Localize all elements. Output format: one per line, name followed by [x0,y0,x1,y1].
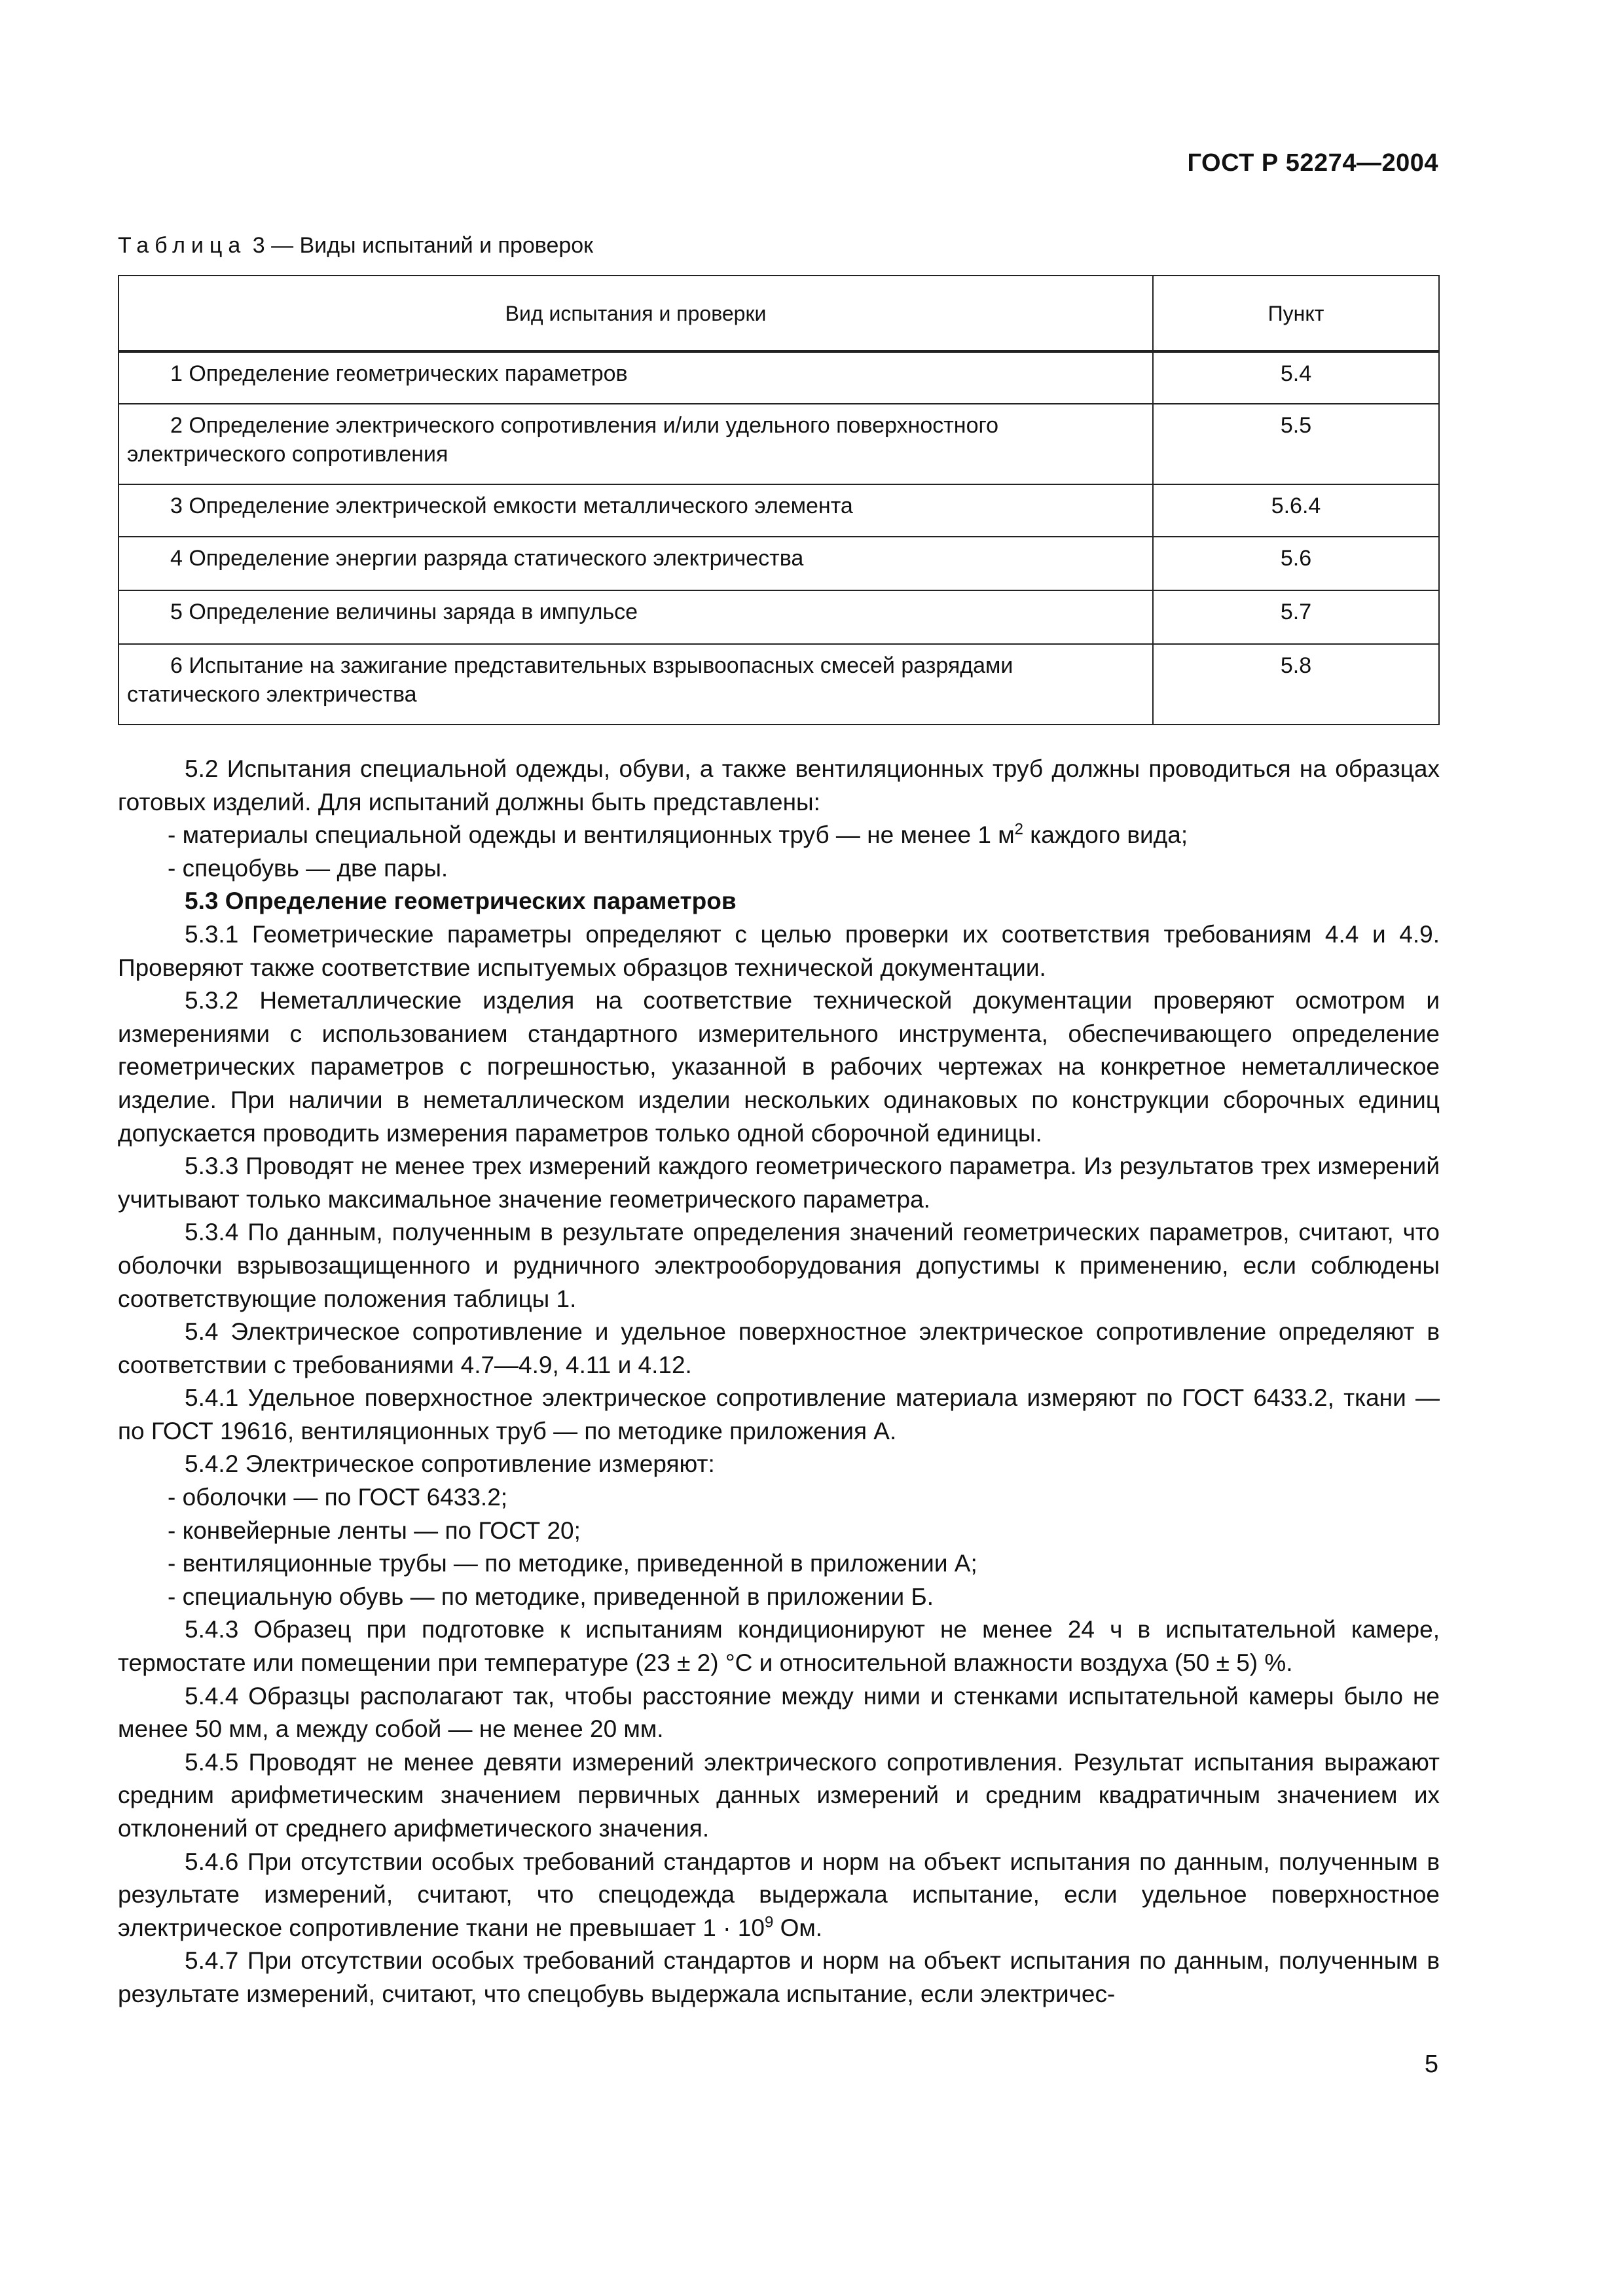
paragraph-5-4-3: 5.4.3 Образец при подготовке к испытаниям кондиционируют не менее 24 ч в испытательной камере, термостате или помещении при температуре (23 ± 2) °С и относительной влажности воздуха (50 ± 5) %. [118,1616,1440,1677]
test-type-cell: 3 Определение электрической емкости металлического элемента [170,493,853,518]
point-cell: 5.5 [1152,404,1438,484]
table-row [119,536,1438,590]
paragraph-5-4-1: 5.4.1 Удельное поверхностное электрическое сопротивление материала измеряют по ГОСТ 6433.2, ткани — по ГОСТ 19616, вентиляционных труб — по методике приложения А. [118,1384,1440,1444]
table-row [119,403,1438,484]
table-caption-title: 3 — Виды испытаний и проверок [246,233,594,258]
column-header-test-type: Вид испытания и проверки [505,301,767,325]
test-type-cell: 2 Определение электрического сопротивления и/или удельного поверхностного электрического сопротивления [127,413,999,467]
paragraph-5-2: 5.2 Испытания специальной одежды, обуви, а также вентиляционных труб должны проводиться на образцах готовых изделий. Для испытаний должны быть представлены: [118,755,1440,816]
list-item-shells: - оболочки — по ГОСТ 6433.2; [168,1484,508,1511]
table-caption-word: Таблица [118,233,247,258]
table-caption [118,233,593,259]
page-number: 5 [1424,2051,1438,2078]
paragraph-5-4-2: 5.4.2 Электрическое сопротивление измеряют: [185,1450,715,1478]
point-cell: 5.8 [1152,645,1438,724]
paragraph-5-3-2: 5.3.2 Неметаллические изделия на соответствие технической документации проверяют осмотром и измерениями с использованием стандартного измерительного инструмента, обеспечивающего определение геометрических параметров с погрешностью, указанной в рабочих чертежах на конкретное неметаллическое изделие. При наличии в неметаллическом изделии нескольких одинаковых по конструкции сборочных единиц допускается проводить измерения параметров только одной сборочной единицы. [118,987,1440,1147]
point-cell: 5.6.4 [1152,485,1438,536]
document-body [118,753,1440,2011]
paragraph-5-4-5: 5.4.5 Проводят не менее девяти измерений электрического сопротивления. Результат испытания выражают средним арифметическим значением первичных данных измерений и средним квадратичным значением их отклонений от среднего арифметического значения. [118,1748,1440,1842]
column-header-point: Пункт [1152,276,1438,350]
list-item-footwear: - спецобувь — две пары. [168,854,448,882]
paragraph-5-3-4: 5.3.4 По данным, полученным в результате определения значений геометрических параметров, считают, что оболочки взрывозащищенного и рудничного электрооборудования допустимы к применению, если соблюдены соответствующие положения таблицы 1. [118,1219,1440,1312]
test-type-cell: 6 Испытание на зажигание представительных взрывоопасных смесей разрядами статического электричества [127,653,1013,707]
test-type-cell: 1 Определение геометрических параметров [170,361,628,386]
paragraph-5-3-3: 5.3.3 Проводят не менее трех измерений каждого геометрического параметра. Из результатов трех измерений учитывают только максимальное значение геометрического параметра. [118,1153,1440,1213]
section-heading-5-3: 5.3 Определение геометрических параметров [185,888,737,915]
test-type-cell: 5 Определение величины заряда в импульсе [170,600,638,624]
list-item-special-footwear: - специальную обувь — по методике, приведенной в приложении Б. [168,1583,934,1610]
test-type-cell: 4 Определение энергии разряда статического электричества [170,546,804,571]
table-row [119,590,1438,643]
table-header-row [119,276,1438,351]
paragraph-5-4-6: 5.4.6 При отсутствии особых требований стандартов и норм на объект испытания по данным, полученным в результате измерений, считают, что спецодежда выдержала испытание, если удельное поверхностное электрическое сопротивление ткани не превышает $1 \cdot 10^9$ Ом. [118,1848,1440,1941]
document-code: ГОСТ Р 52274—2004 [1187,149,1438,177]
point-cell: 5.6 [1152,537,1438,590]
point-cell: 5.4 [1152,353,1438,403]
paragraph-5-4-7: 5.4.7 При отсутствии особых требований стандартов и норм на объект испытания по данным, полученным в результате измерений, считают, что спецобувь выдержала испытание, если электричес- [118,1947,1440,2007]
table-row [119,351,1438,403]
list-item-ventilation-pipes: - вентиляционные трубы — по методике, приведенной в приложении А; [168,1550,977,1577]
list-item-materials: - материалы специальной одежды и вентиляционных труб — не менее 1 $м^2$ каждого вида; [168,820,1188,849]
point-cell: 5.7 [1152,591,1438,643]
table-row [119,484,1438,536]
table-row [119,643,1438,724]
list-item-conveyor-belts: - конвейерные ленты — по ГОСТ 20; [168,1516,581,1544]
paragraph-5-3-1: 5.3.1 Геометрические параметры определяют с целью проверки их соответствия требованиям 4.4 и 4.9. Проверяют также соответствие испытуемых образцов технической документации. [118,920,1440,981]
paragraph-5-4-4: 5.4.4 Образцы располагают так, чтобы расстояние между ними и стенками испытательной камеры было не менее 50 мм, а между собой — не менее 20 мм. [118,1682,1440,1743]
tests-table [118,275,1440,725]
paragraph-5-4: 5.4 Электрическое сопротивление и удельное поверхностное электрическое сопротивление определяют в соответствии с требованиями 4.7—4.9, 4.11 и 4.12. [118,1318,1440,1378]
